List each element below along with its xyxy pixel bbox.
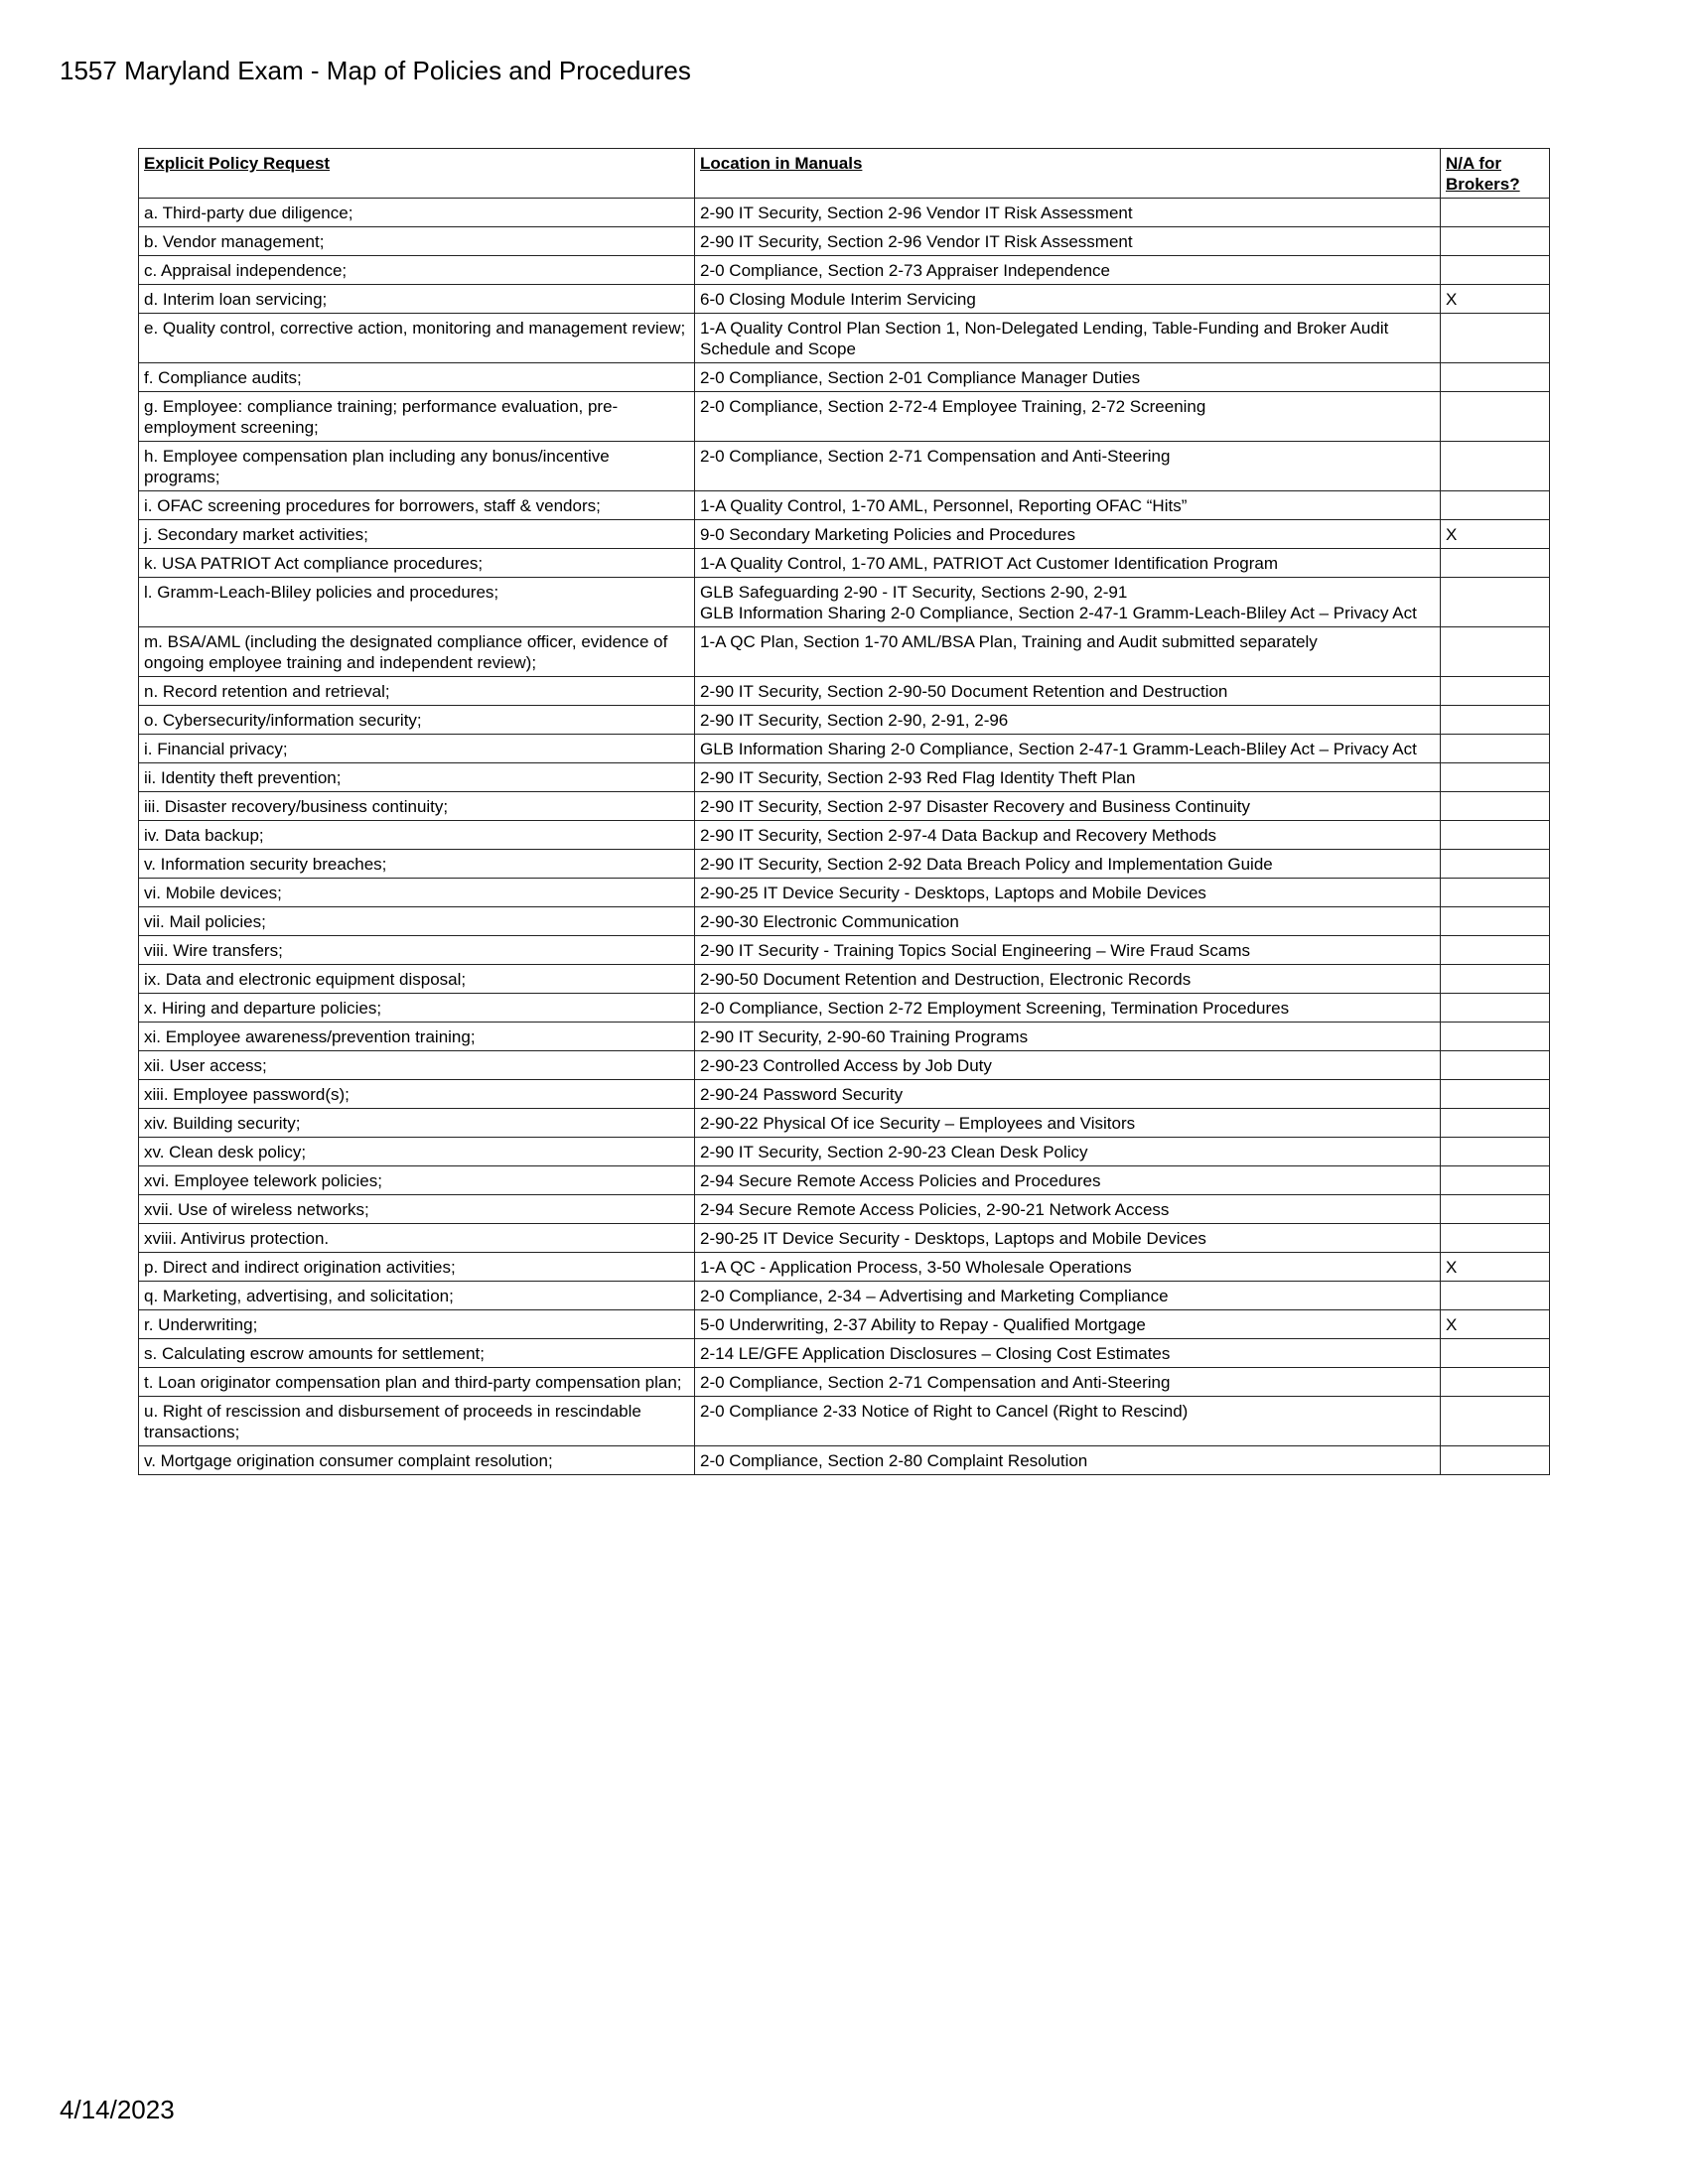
footer-date: 4/14/2023 — [60, 2095, 175, 2124]
cell-manual-location: 2-90-25 IT Device Security - Desktops, Laptops and Mobile Devices — [695, 1224, 1441, 1253]
table-row — [139, 1253, 1550, 1282]
table-row — [139, 1080, 1550, 1109]
cell-manual-location: 2-90 IT Security, 2-90-60 Training Programs — [695, 1023, 1441, 1051]
cell-manual-location: 2-0 Compliance 2-33 Notice of Right to Cancel (Right to Rescind) — [695, 1397, 1441, 1446]
cell-manual-location: 2-14 LE/GFE Application Disclosures – Closing Cost Estimates — [695, 1339, 1441, 1368]
cell-policy-request: d. Interim loan servicing; — [139, 285, 695, 314]
cell-na-for-brokers — [1441, 314, 1550, 363]
cell-na-for-brokers — [1441, 1339, 1550, 1368]
cell-na-for-brokers — [1441, 578, 1550, 627]
cell-na-for-brokers — [1441, 1166, 1550, 1195]
cell-na-for-brokers — [1441, 227, 1550, 256]
cell-manual-location: 1-A QC - Application Process, 3-50 Wholesale Operations — [695, 1253, 1441, 1282]
table-row — [139, 1195, 1550, 1224]
table-row — [139, 792, 1550, 821]
cell-policy-request: h. Employee compensation plan including any bonus/incentive programs; — [139, 442, 695, 491]
table-row — [139, 256, 1550, 285]
cell-policy-request: xv. Clean desk policy; — [139, 1138, 695, 1166]
cell-manual-location: 2-90 IT Security, Section 2-97-4 Data Backup and Recovery Methods — [695, 821, 1441, 850]
table-row — [139, 314, 1550, 363]
cell-manual-location: 1-A Quality Control, 1-70 AML, Personnel, Reporting OFAC “Hits” — [695, 491, 1441, 520]
table-row — [139, 850, 1550, 879]
cell-manual-location: 2-90 IT Security - Training Topics Social Engineering – Wire Fraud Scams — [695, 936, 1441, 965]
table-row — [139, 578, 1550, 627]
cell-manual-location: 6-0 Closing Module Interim Servicing — [695, 285, 1441, 314]
cell-na-for-brokers — [1441, 677, 1550, 706]
table-row — [139, 1224, 1550, 1253]
table-row — [139, 1023, 1550, 1051]
cell-policy-request: xvi. Employee telework policies; — [139, 1166, 695, 1195]
table-row — [139, 199, 1550, 227]
cell-policy-request: c. Appraisal independence; — [139, 256, 695, 285]
cell-policy-request: g. Employee: compliance training; performance evaluation, pre-employment screening; — [139, 392, 695, 442]
cell-na-for-brokers — [1441, 1080, 1550, 1109]
cell-na-for-brokers — [1441, 627, 1550, 677]
cell-manual-location: 2-90 IT Security, Section 2-96 Vendor IT Risk Assessment — [695, 199, 1441, 227]
cell-policy-request: xi. Employee awareness/prevention training; — [139, 1023, 695, 1051]
cell-manual-location: 2-0 Compliance, Section 2-01 Compliance Manager Duties — [695, 363, 1441, 392]
table-row — [139, 936, 1550, 965]
table-row — [139, 677, 1550, 706]
cell-na-for-brokers — [1441, 392, 1550, 442]
cell-manual-location: 2-0 Compliance, Section 2-73 Appraiser Independence — [695, 256, 1441, 285]
cell-policy-request: k. USA PATRIOT Act compliance procedures; — [139, 549, 695, 578]
cell-policy-request: ix. Data and electronic equipment disposal; — [139, 965, 695, 994]
table-row — [139, 994, 1550, 1023]
column-header-location: Location in Manuals — [695, 149, 1441, 199]
cell-na-for-brokers — [1441, 763, 1550, 792]
table-row — [139, 1109, 1550, 1138]
cell-manual-location: 2-0 Compliance, Section 2-71 Compensation and Anti-Steering — [695, 1368, 1441, 1397]
table-row — [139, 227, 1550, 256]
cell-na-for-brokers — [1441, 821, 1550, 850]
table-row — [139, 706, 1550, 735]
cell-manual-location: 2-90-30 Electronic Communication — [695, 907, 1441, 936]
cell-na-for-brokers: X — [1441, 285, 1550, 314]
cell-policy-request: xvii. Use of wireless networks; — [139, 1195, 695, 1224]
cell-na-for-brokers — [1441, 1109, 1550, 1138]
cell-manual-location: 2-90-24 Password Security — [695, 1080, 1441, 1109]
cell-policy-request: xiv. Building security; — [139, 1109, 695, 1138]
cell-manual-location: 1-A QC Plan, Section 1-70 AML/BSA Plan, Training and Audit submitted separately — [695, 627, 1441, 677]
cell-policy-request: e. Quality control, corrective action, monitoring and management review; — [139, 314, 695, 363]
table-row — [139, 1446, 1550, 1475]
table-row — [139, 965, 1550, 994]
table-row — [139, 907, 1550, 936]
cell-policy-request: x. Hiring and departure policies; — [139, 994, 695, 1023]
table-row — [139, 549, 1550, 578]
cell-policy-request: i. Financial privacy; — [139, 735, 695, 763]
cell-na-for-brokers: X — [1441, 1310, 1550, 1339]
cell-na-for-brokers — [1441, 199, 1550, 227]
table-body — [139, 199, 1550, 1475]
cell-na-for-brokers — [1441, 1368, 1550, 1397]
table-row — [139, 735, 1550, 763]
cell-na-for-brokers — [1441, 1023, 1550, 1051]
cell-policy-request: vi. Mobile devices; — [139, 879, 695, 907]
table-row — [139, 763, 1550, 792]
table-row — [139, 627, 1550, 677]
cell-policy-request: vii. Mail policies; — [139, 907, 695, 936]
cell-policy-request: xviii. Antivirus protection. — [139, 1224, 695, 1253]
table-row — [139, 1368, 1550, 1397]
table-row — [139, 1310, 1550, 1339]
table-row — [139, 520, 1550, 549]
cell-na-for-brokers — [1441, 907, 1550, 936]
table-row — [139, 1051, 1550, 1080]
cell-manual-location: 2-90 IT Security, Section 2-90-50 Document Retention and Destruction — [695, 677, 1441, 706]
table-row — [139, 821, 1550, 850]
cell-manual-location: 2-94 Secure Remote Access Policies and Procedures — [695, 1166, 1441, 1195]
cell-manual-location: 2-0 Compliance, Section 2-72-4 Employee Training, 2-72 Screening — [695, 392, 1441, 442]
cell-policy-request: q. Marketing, advertising, and solicitation; — [139, 1282, 695, 1310]
cell-na-for-brokers — [1441, 879, 1550, 907]
cell-policy-request: iv. Data backup; — [139, 821, 695, 850]
cell-na-for-brokers — [1441, 994, 1550, 1023]
cell-manual-location: GLB Information Sharing 2-0 Compliance, Section 2-47-1 Gramm-Leach-Bliley Act – Privacy Act — [695, 735, 1441, 763]
cell-na-for-brokers — [1441, 1446, 1550, 1475]
table-row — [139, 442, 1550, 491]
cell-manual-location: 2-90 IT Security, Section 2-93 Red Flag Identity Theft Plan — [695, 763, 1441, 792]
column-header-na-brokers: N/A for Brokers? — [1441, 149, 1550, 199]
cell-policy-request: xii. User access; — [139, 1051, 695, 1080]
column-header-request: Explicit Policy Request — [139, 149, 695, 199]
cell-policy-request: s. Calculating escrow amounts for settlement; — [139, 1339, 695, 1368]
cell-manual-location: 5-0 Underwriting, 2-37 Ability to Repay - Qualified Mortgage — [695, 1310, 1441, 1339]
cell-na-for-brokers — [1441, 735, 1550, 763]
cell-na-for-brokers: X — [1441, 520, 1550, 549]
cell-na-for-brokers — [1441, 936, 1550, 965]
cell-policy-request: b. Vendor management; — [139, 227, 695, 256]
cell-na-for-brokers — [1441, 363, 1550, 392]
cell-policy-request: u. Right of rescission and disbursement of proceeds in rescindable transactions; — [139, 1397, 695, 1446]
cell-policy-request: m. BSA/AML (including the designated compliance officer, evidence of ongoing employee training and independent review); — [139, 627, 695, 677]
cell-policy-request: iii. Disaster recovery/business continuity; — [139, 792, 695, 821]
cell-policy-request: n. Record retention and retrieval; — [139, 677, 695, 706]
cell-manual-location: 2-90 IT Security, Section 2-97 Disaster Recovery and Business Continuity — [695, 792, 1441, 821]
cell-policy-request: a. Third-party due diligence; — [139, 199, 695, 227]
table-row — [139, 392, 1550, 442]
table-row — [139, 1166, 1550, 1195]
policy-map-table — [138, 148, 1550, 1475]
cell-na-for-brokers — [1441, 965, 1550, 994]
table-header-row — [139, 149, 1550, 199]
cell-policy-request: v. Information security breaches; — [139, 850, 695, 879]
cell-manual-location: 1-A Quality Control Plan Section 1, Non-Delegated Lending, Table-Funding and Broker Audit Schedule and Scope — [695, 314, 1441, 363]
cell-manual-location: 2-90-23 Controlled Access by Job Duty — [695, 1051, 1441, 1080]
cell-manual-location: 2-90-50 Document Retention and Destruction, Electronic Records — [695, 965, 1441, 994]
cell-manual-location: 2-90-25 IT Device Security - Desktops, Laptops and Mobile Devices — [695, 879, 1441, 907]
cell-manual-location: 2-94 Secure Remote Access Policies, 2-90-21 Network Access — [695, 1195, 1441, 1224]
cell-manual-location: 1-A Quality Control, 1-70 AML, PATRIOT Act Customer Identification Program — [695, 549, 1441, 578]
cell-na-for-brokers — [1441, 1138, 1550, 1166]
cell-policy-request: viii. Wire transfers; — [139, 936, 695, 965]
cell-policy-request: xiii. Employee password(s); — [139, 1080, 695, 1109]
cell-na-for-brokers — [1441, 256, 1550, 285]
cell-policy-request: v. Mortgage origination consumer complaint resolution; — [139, 1446, 695, 1475]
cell-manual-location: 2-0 Compliance, Section 2-72 Employment Screening, Termination Procedures — [695, 994, 1441, 1023]
table-row — [139, 1339, 1550, 1368]
cell-na-for-brokers — [1441, 850, 1550, 879]
table-row — [139, 285, 1550, 314]
cell-policy-request: p. Direct and indirect origination activities; — [139, 1253, 695, 1282]
cell-manual-location: GLB Safeguarding 2-90 - IT Security, Sections 2-90, 2-91 GLB Information Sharing 2-0 Compliance, Section 2-47-1 Gramm-Leach-Bliley Act – Privacy Act — [695, 578, 1441, 627]
cell-na-for-brokers — [1441, 549, 1550, 578]
cell-policy-request: ii. Identity theft prevention; — [139, 763, 695, 792]
cell-manual-location: 2-0 Compliance, Section 2-80 Complaint Resolution — [695, 1446, 1441, 1475]
cell-manual-location: 2-90 IT Security, Section 2-90, 2-91, 2-96 — [695, 706, 1441, 735]
table-row — [139, 491, 1550, 520]
cell-na-for-brokers — [1441, 1282, 1550, 1310]
cell-na-for-brokers — [1441, 792, 1550, 821]
table-row — [139, 1397, 1550, 1446]
table-row — [139, 1138, 1550, 1166]
cell-manual-location: 2-0 Compliance, 2-34 – Advertising and Marketing Compliance — [695, 1282, 1441, 1310]
page-title: 1557 Maryland Exam - Map of Policies and Procedures — [60, 56, 691, 85]
cell-policy-request: r. Underwriting; — [139, 1310, 695, 1339]
cell-policy-request: j. Secondary market activities; — [139, 520, 695, 549]
cell-na-for-brokers — [1441, 491, 1550, 520]
cell-na-for-brokers — [1441, 1224, 1550, 1253]
cell-manual-location: 2-0 Compliance, Section 2-71 Compensation and Anti-Steering — [695, 442, 1441, 491]
cell-manual-location: 2-90 IT Security, Section 2-90-23 Clean Desk Policy — [695, 1138, 1441, 1166]
cell-na-for-brokers — [1441, 1397, 1550, 1446]
cell-na-for-brokers — [1441, 442, 1550, 491]
cell-na-for-brokers — [1441, 706, 1550, 735]
cell-policy-request: o. Cybersecurity/information security; — [139, 706, 695, 735]
cell-manual-location: 9-0 Secondary Marketing Policies and Procedures — [695, 520, 1441, 549]
table-row — [139, 1282, 1550, 1310]
table-row — [139, 363, 1550, 392]
cell-policy-request: l. Gramm-Leach-Bliley policies and procedures; — [139, 578, 695, 627]
table-row — [139, 879, 1550, 907]
cell-manual-location: 2-90-22 Physical Of ice Security – Employees and Visitors — [695, 1109, 1441, 1138]
cell-policy-request: t. Loan originator compensation plan and third-party compensation plan; — [139, 1368, 695, 1397]
cell-na-for-brokers: X — [1441, 1253, 1550, 1282]
cell-manual-location: 2-90 IT Security, Section 2-92 Data Breach Policy and Implementation Guide — [695, 850, 1441, 879]
cell-policy-request: f. Compliance audits; — [139, 363, 695, 392]
cell-manual-location: 2-90 IT Security, Section 2-96 Vendor IT Risk Assessment — [695, 227, 1441, 256]
cell-policy-request: i. OFAC screening procedures for borrowers, staff & vendors; — [139, 491, 695, 520]
cell-na-for-brokers — [1441, 1195, 1550, 1224]
cell-na-for-brokers — [1441, 1051, 1550, 1080]
